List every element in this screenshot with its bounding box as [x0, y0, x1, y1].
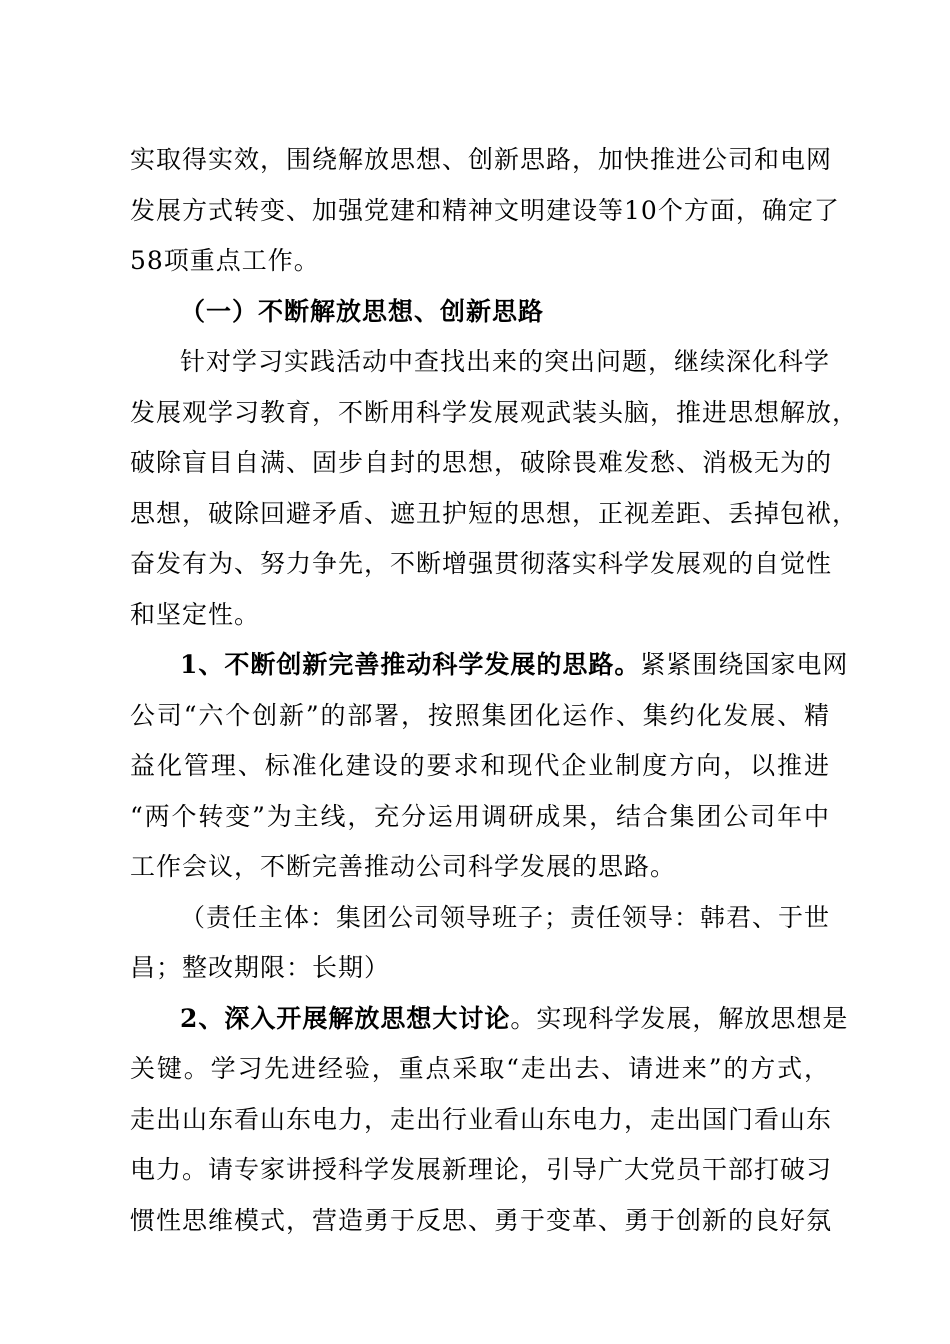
paragraph-line: 电力。请专家讲授科学发展新理论，引导广大党员干部打破习 — [130, 1155, 833, 1184]
responsibility-note: 昌；整改期限：长期） — [130, 953, 391, 982]
document-page — [130, 135, 859, 1246]
paragraph-line: 实取得实效，围绕解放思想、创新思路，加快推进公司和电网 — [130, 145, 833, 174]
paragraph-line: 公司“六个创新”的部署，按照集团化运作、集约化发展、精 — [130, 700, 830, 730]
item-2-text: 。实现科学发展，解放思想是 — [510, 1003, 849, 1033]
paragraph-line: 工作会议，不断完善推动公司科学发展的思路。 — [130, 852, 677, 881]
paragraph-line: 走出山东看山东电力，走出行业看山东电力，走出国门看山东 — [130, 1104, 833, 1134]
paragraph-line: 思想，破除回避矛盾、遮丑护短的思想，正视差距、丢掉包袱， — [130, 498, 859, 528]
item-2-first-line — [130, 994, 849, 1045]
section-heading: （一）不断解放思想、创新思路 — [180, 296, 545, 326]
paragraph-line: 关键。学习先进经验，重点采取“走出去、请进来”的方式， — [130, 1054, 830, 1083]
responsibility-note: （责任主体：集团公司领导班子；责任领导：韩君、于世 — [180, 902, 831, 932]
paragraph-line: 针对学习实践活动中查找出来的突出问题，继续深化科学 — [180, 347, 831, 376]
item-1-text: 紧紧围绕国家电网 — [640, 650, 849, 679]
paragraph-line: 破除盲目自满、固步自封的思想，破除畏难发愁、消极无为的 — [130, 448, 833, 477]
paragraph-line: 奋发有为、努力争先，不断增强贯彻落实科学发展观的自觉性 — [130, 549, 833, 578]
paragraph-line: 惯性思维模式，营造勇于反思、勇于变革、勇于创新的良好氛 — [130, 1205, 833, 1235]
paragraph-line: 发展观学习教育，不断用科学发展观武装头脑，推进思想解放， — [130, 397, 859, 427]
item-1-title: 1、不断创新完善推动科学发展的思路。 — [180, 650, 641, 679]
paragraph-line: “两个转变”为主线，充分运用调研成果，结合集团公司年中 — [130, 801, 830, 831]
paragraph-line: 发展方式转变、加强党建和精神文明建设等10个方面，确定了 — [130, 195, 840, 225]
paragraph-line: 益化管理、标准化建设的要求和现代企业制度方向，以推进 — [130, 751, 830, 780]
item-1-first-line — [130, 640, 849, 691]
item-2-title: 2、深入开展解放思想大讨论 — [180, 1003, 511, 1033]
paragraph-line: 58项重点工作。 — [130, 246, 320, 275]
paragraph-line: 和坚定性。 — [130, 599, 261, 629]
